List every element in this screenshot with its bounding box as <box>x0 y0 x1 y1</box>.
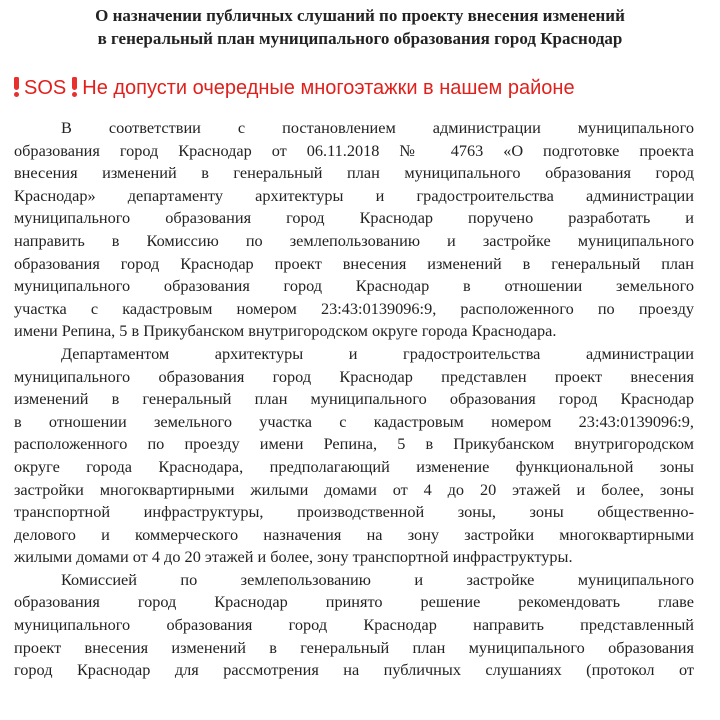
paragraph-3 <box>14 569 694 682</box>
text-line: изменений в генеральный план муниципального образования город Краснодар <box>14 389 694 409</box>
text-line: Краснодар» департаменту архитектуры и градостроительства администрации <box>14 185 694 205</box>
document-title <box>0 4 720 50</box>
text-line: образования город Краснодар принято решение рекомендовать главе <box>14 592 694 612</box>
exclamation-icon <box>70 77 79 97</box>
text-line: муниципального образования город Краснодар поручено разработать и <box>14 208 694 228</box>
text-line: муниципального образования город Краснодар направить представленный <box>14 615 694 635</box>
text-line: муниципального образования город Краснодар в отношении земельного <box>14 276 694 296</box>
text-line: В соответствии с постановлением администрации муниципального <box>61 118 694 137</box>
paragraph-2 <box>14 343 694 569</box>
document-body <box>14 117 694 682</box>
paragraph-1 <box>14 117 694 343</box>
title-line-2: в генеральный план муниципального образования город Краснодар <box>97 29 623 48</box>
text-line: делового и коммерческого назначения на зону застройки многоквартирными <box>14 524 694 544</box>
sos-label: SOS <box>24 77 67 99</box>
text-line: транспортной инфраструктуры, производственной зоны, зоны общественно- <box>14 502 694 522</box>
text-line: жилыми домами от 4 до 20 этажей и более, зону транспортной инфраструктуры. <box>14 547 573 567</box>
text-line: муниципального образования город Краснодар представлен проект внесения <box>14 366 694 386</box>
text-line: Департаментом архитектуры и градостроительства администрации <box>61 343 694 363</box>
text-line: Комиссией по землепользованию и застройке муниципального <box>61 569 694 589</box>
text-line: образования город Краснодар от 06.11.2018 № 4763 «О подготовке проекта <box>14 140 694 160</box>
sos-banner <box>12 74 712 102</box>
text-line: расположенного по проезду имени Репина, 5 в Прикубанском внутригородском <box>14 434 694 454</box>
text-line: имени Репина, 5 в Прикубанском внутригородском округе города Краснодара. <box>14 321 557 341</box>
text-line: округе города Краснодара, предполагающий изменение функциональной зоны <box>14 456 694 476</box>
text-line: город Краснодар для рассмотрения на публичных слушаниях (протокол от <box>14 660 694 680</box>
exclamation-icon <box>12 77 21 97</box>
title-line-1: О назначении публичных слушаний по проекту внесения изменений <box>95 6 625 25</box>
text-line: участка с кадастровым номером 23:43:0139096:9, расположенного по проезду <box>14 298 694 318</box>
text-line: образования город Краснодар проект внесения изменений в генеральный план <box>14 253 694 273</box>
text-line: в отношении земельного участка с кадастровым номером 23:43:0139096:9, <box>14 411 694 431</box>
text-line: внесения изменений в генеральный план муниципального образования город <box>14 163 694 183</box>
text-line: застройки многоквартирными жилыми домами от 4 до 20 этажей и более, зоны <box>14 479 694 499</box>
text-line: направить в Комиссию по землепользованию и застройке муниципального <box>14 230 694 250</box>
banner-message: Не допусти очередные многоэтажки в нашем районе <box>82 77 575 99</box>
text-line: проект внесения изменений в генеральный план муниципального образования <box>14 637 694 657</box>
